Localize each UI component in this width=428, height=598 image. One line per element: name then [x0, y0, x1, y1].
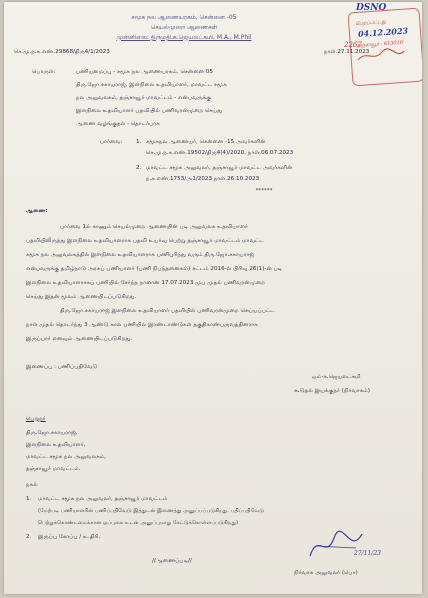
order-paragraph-line: இளநிலை உதவியாளராகப் பணியில் சேர்ந்த நாளான 17.07.2023 முப முதல் பணிவரன்முறை: [26, 280, 266, 286]
order-paragraph-line: சமூக நல அலுவலகத்தில் இளநிலை உதவியாளராக பணிபுரிந்து வரும் திரு.ஜோ.சகாயராஜ்: [26, 252, 255, 258]
reference-line: சமூகநல ஆணையர், சென்னை -15 அவர்களின்: [146, 139, 266, 145]
copy-label: நகல்: [26, 482, 38, 488]
recipient-line: இளநிலை உதவியாளர்,: [26, 442, 86, 448]
order-paragraph-line: திரு.ஜோ.சகாயராஜ் இளநிலை உதவியாளர் பதவியில் பணிவரன்முறை செய்யப்பட்ட: [60, 308, 275, 314]
corner-handwritten-note: DSNO: [356, 3, 387, 13]
copy-line: மாவட்ட சமூக நல அலுவலர், தஞ்சாவூர் மாவட்டம்: [38, 496, 168, 502]
document-page: [4, 2, 422, 594]
copy-line: இருப்பு கோப்பு / உ.திரி.: [38, 534, 101, 540]
order-paragraph-line: என்பவருக்கு தமிழ்நாடு அரசுப் பணியாளர் (பணி நிபந்தனைகள்) சட்டம் 2016-ல் பிரிவு 26(1)-ன் படி: [26, 266, 283, 272]
subject-line: நல அலுவலகம், தஞ்சாவூர் மாவட்டம் - என்பவருக்கு: [76, 95, 212, 101]
reference-line: மாவட்ட சமூக அலுவலர், தஞ்சாவூர் மாவட்ட அவர்களின்: [146, 165, 293, 171]
officer-signature-scribble: [306, 526, 366, 564]
copy-line: (மேற்படி பணியாளரின் பணிப்பதிவேடு இத்துடன் இணைத்து அனுப்பப்படுகிறது. பதிப்பதிவேடு: [38, 508, 264, 514]
officer-initial-date: 27/11/23: [354, 550, 381, 557]
subject-label: பொருள்:: [32, 69, 56, 75]
order-paragraph-line: பார்வை 1ல் காணும் செயல்முறை ஆணையின் படி அலுவலக உதவியாளர்: [60, 224, 248, 230]
stamp-line3: தஞ்சாவூர் - 613010: [356, 39, 404, 50]
order-paragraph-line: செய்து இதன் மூலம் ஆணையிடப்படுகிறது.: [26, 294, 137, 300]
header-presence: முன்னிலை: திருமதி.க.ஜெயலட்சுமி, M.A., M.Phil: [116, 34, 252, 41]
recipient-line: தஞ்சாவூர் மாவட்டம்.: [26, 466, 81, 472]
copy-num: 2.: [26, 534, 32, 540]
stamp-line1: பெறப்பட்டது: [355, 18, 387, 28]
order-paragraph-line: பதவியிலிருந்து இளநிலை உதவியாளராக பதவி உயர்வு பெற்று தஞ்சாவூர் மாவட்டம் மாவட்ட: [26, 238, 264, 244]
subject-line: இளநிலை உதவியாளர் பதவியில் பணிவரன்முறை செய்து: [76, 108, 223, 114]
header-proceedings: செயல்முறை ஆணைகள்: [150, 24, 218, 31]
handwritten-ref: 2267: [344, 41, 362, 49]
signatory-designation: கூடுதல் இயக்குநர் (நிர்வாகம்): [294, 388, 370, 394]
stamp-signature-scribble: [356, 48, 406, 64]
order-paragraph-line: இருப்பார் எனவும் ஆணையிடப்படுகிறது.: [26, 336, 133, 342]
subject-line: பணியமைப்பு - சமூக நல ஆணையரகம், சென்னை 05: [76, 69, 213, 75]
divider-stars: ******: [255, 188, 273, 194]
enclosure-note: இணைப்பு : பணிப்பதிவேடு: [26, 364, 98, 370]
order-authority-note: //ஆணைப்படி//: [152, 558, 192, 564]
proceedings-number: செ.மு.ந.க.எண்.29868/திரு4/1/2023: [14, 49, 110, 55]
signed-name: ஒம்-க.ஜெயலட்சுமி: [312, 374, 361, 380]
subject-line: ஆணை வழங்குதல் - தொடர்பாக: [76, 121, 160, 127]
recipient-line: திரு.ஜோ.சகாயராஜ்,: [26, 430, 78, 436]
stamp-date: 04.12.2023: [357, 25, 409, 39]
officer-designation: நிர்வாக அலுவலர் (பொ): [294, 570, 358, 576]
proceedings-date: நாள்.27.11.2023: [324, 49, 370, 55]
recipient-line: மாவட்ட சமூக நல அலுவலகம்,: [26, 454, 106, 460]
reference-num: 2.: [136, 165, 142, 171]
header-office: சமூக நல ஆணையரகம், சென்னை -05: [131, 14, 237, 21]
copy-line: பெற்றுக்கொண்டமைக்கான ஒப்புகை உடன் அனுப்புமாறு கேட்டுக்கொள்ளப்படுகிறது): [38, 520, 238, 526]
subject-line: திரு.ஜோ.சகாயராஜ், இளநிலை உதவியாளர், மாவட்ட சமூக: [76, 82, 227, 88]
reference-line: செ.மு.ந.க.எண்.19502/திரு4(4)/2020, நாள்.06.07.2023: [146, 150, 294, 156]
order-paragraph-line: நாள் முதல் தொடர்ந்து 3 ஆண்டு கால பணியில் இரண்டாண்டுகள் தகுதிகாண்பருவத்தினராக: [26, 322, 258, 328]
recipient-label: பெறுநர்: [26, 416, 46, 422]
order-heading: ஆணை:: [26, 208, 48, 214]
reference-line: ந.க.எண்.1753/அ1/2023 நாள்.26.10.2023: [146, 176, 260, 182]
reference-label: பார்வை:: [100, 139, 123, 145]
copy-num: 1.: [26, 496, 32, 502]
reference-num: 1.: [136, 139, 142, 145]
